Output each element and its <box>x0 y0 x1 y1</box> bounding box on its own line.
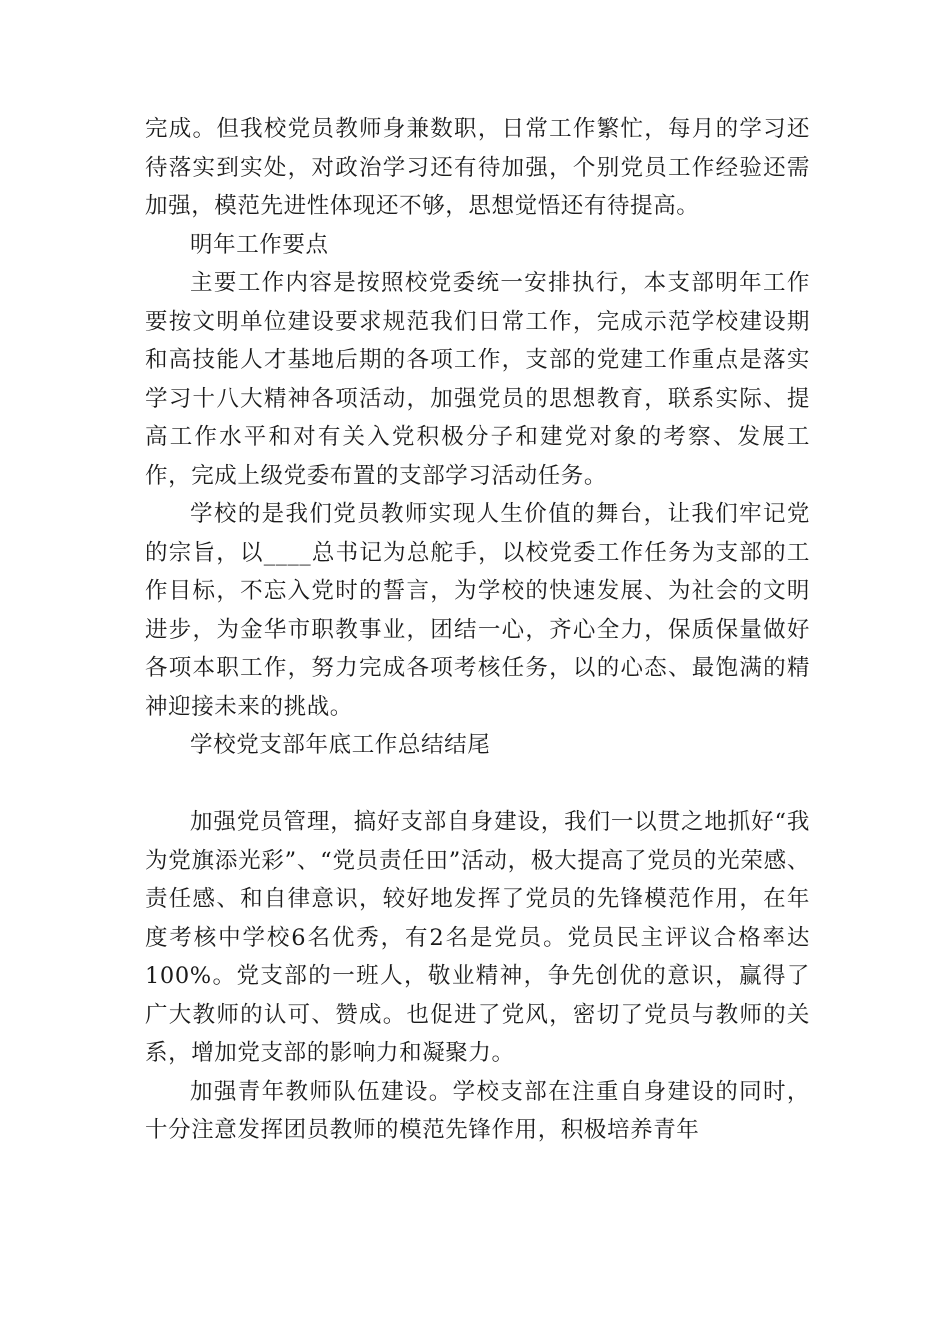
paragraph-main-work: 主要工作内容是按照校党委统一安排执行，本支部明年工作要按文明单位建设要求规范我们日常工作，完成示范学校建设期和高技能人才基地后期的各项工作，支部的党建工作重点是落实学习十八大精神各项活动，加强党员的思想教育，联系实际、提高工作水平和对有关入党积极分子和建党对象的考察、发展工作，完成上级党委布置的支部学习活动任务。 <box>145 270 810 489</box>
blank-line <box>145 765 810 804</box>
paragraph-young-teachers: 加强青年教师队伍建设。学校支部在注重自身建设的同时，十分注意发挥团员教师的模范先锋作用，积极培养青年 <box>145 1078 810 1143</box>
section-heading-summary-ending: 学校党支部年底工作总结结尾 <box>190 732 491 758</box>
paragraph-member-management: 加强党员管理，搞好支部自身建设，我们一以贯之地抓好“我为党旗添光彩”、“党员责任田”活动，极大提高了党员的光荣感、责任感、和自律意识，较好地发挥了党员的先锋模范作用，在年度考核中学校6名优秀，有2名是党员。党员民主评议合格率达100%。党支部的一班人，敬业精神，争先创优的意识，赢得了广大教师的认可、赞成。也促进了党风，密切了党员与教师的关系，增加党支部的影响力和凝聚力。 <box>145 809 810 1066</box>
paragraph-continuation: 完成。但我校党员教师身兼数职，日常工作繁忙，每月的学习还待落实到实处，对政治学习还有待加强，个别党员工作经验还需加强，模范先进性体现还不够，思想觉悟还有待提高。 <box>145 116 810 219</box>
paragraph-school-stage: 学校的是我们党员教师实现人生价值的舞台，让我们牢记党的宗旨，以____总书记为总舵手，以校党委工作任务为支部的工作目标，不忘入党时的誓言，为学校的快速发展、为社会的文明进步，为金华市职教事业，团结一心，齐心全力，保质保量做好各项本职工作，努力完成各项考核任务，以的心态、最饱满的精神迎接未来的挑战。 <box>145 501 810 720</box>
document-body <box>145 110 810 1150</box>
section-heading-next-year: 明年工作要点 <box>190 231 329 258</box>
